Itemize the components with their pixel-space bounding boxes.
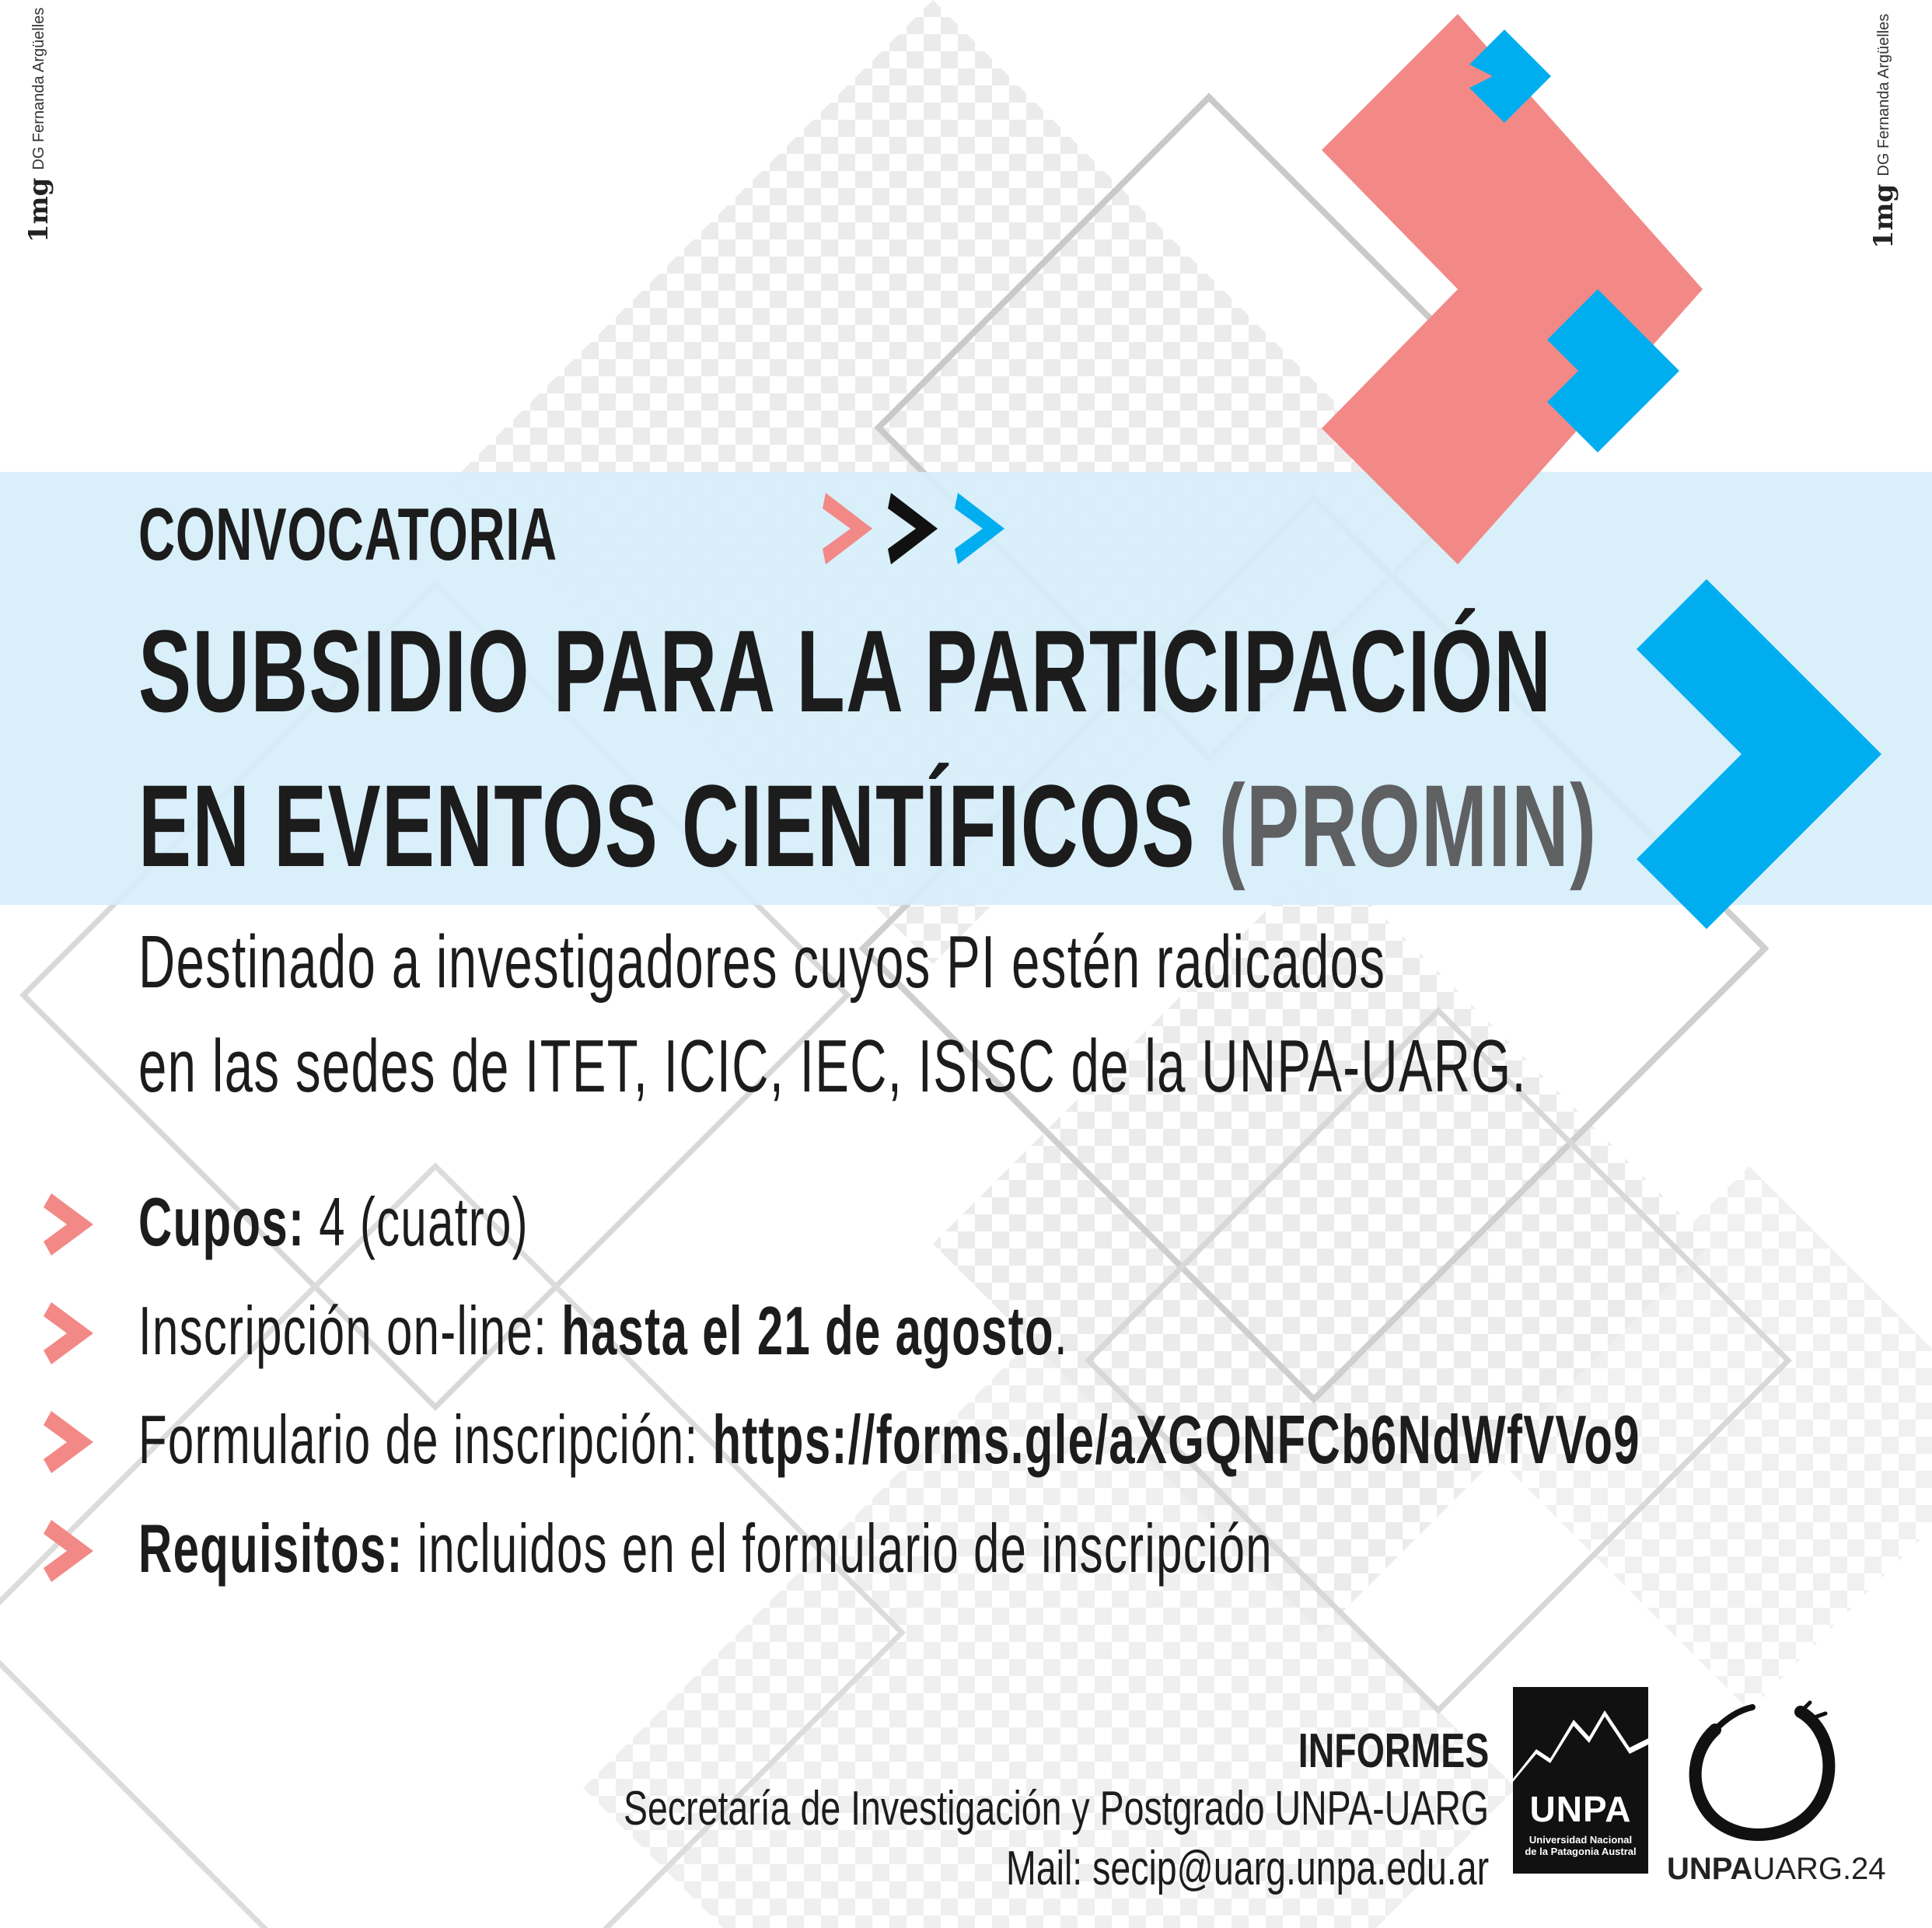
description-line1: Destinado a investigadores cuyos PI estén radicados xyxy=(138,920,1386,1004)
brush-circle-icon xyxy=(1684,1695,1847,1850)
main-title-line1: SUBSIDIO PARA LA PARTICIPACIÓN xyxy=(138,606,1553,736)
designer-credit-right xyxy=(1868,13,1932,280)
info-item-cupos xyxy=(138,1183,529,1260)
bullet-chevron-icon xyxy=(44,1411,93,1473)
unpa-logo-subtitle-line2: de la Patagonia Austral xyxy=(1525,1845,1637,1857)
unpa-logo-subtitle xyxy=(1513,1835,1648,1858)
blue-chevron-large-icon xyxy=(1637,579,1881,929)
main-title-line2 xyxy=(138,760,1598,891)
header-chevron-black-icon xyxy=(888,493,938,564)
info-item-value: 4 (cuatro) xyxy=(319,1183,529,1260)
header-chevron-salmon-icon xyxy=(823,493,872,564)
designer-name: DG Fernanda Argüelles xyxy=(30,7,47,170)
designer-name: DG Fernanda Argüelles xyxy=(1874,13,1892,176)
header-chevron-blue-icon xyxy=(955,493,1004,564)
designer-mark: 1mg xyxy=(23,177,54,243)
main-title-line2-text: EN EVENTOS CIENTÍFICOS xyxy=(138,760,1196,891)
info-item-label: Cupos: xyxy=(138,1183,306,1260)
informes-heading: INFORMES xyxy=(1298,1724,1489,1778)
mountain-icon xyxy=(1513,1687,1648,1788)
unpa-logo-subtitle-line1: Universidad Nacional xyxy=(1528,1834,1633,1846)
program-acronym: (PROMIN) xyxy=(1218,760,1598,891)
info-item-formulario xyxy=(138,1401,1640,1478)
unpauarg24-bold: UNPA xyxy=(1667,1852,1753,1886)
bullet-chevron-icon xyxy=(44,1520,93,1582)
info-item-suffix: . xyxy=(1053,1292,1068,1369)
bullet-chevron-icon xyxy=(44,1193,93,1256)
unpauarg24-logo-text xyxy=(1667,1853,1886,1884)
info-item-value: incluidos en el formulario de inscripción xyxy=(417,1510,1273,1587)
info-item-label: Formulario de inscripción: xyxy=(138,1401,699,1478)
info-item-value: hasta el 21 de agosto xyxy=(561,1292,1054,1369)
kicker-title: CONVOCATORIA xyxy=(138,493,557,576)
info-item-label: Requisitos: xyxy=(138,1510,404,1587)
unpa-logo-word: UNPA xyxy=(1529,1789,1632,1829)
designer-credit-left xyxy=(23,7,258,274)
info-item-requisitos xyxy=(138,1510,1273,1587)
info-item-label: Inscripción on-line: xyxy=(138,1292,548,1369)
designer-mark: 1mg xyxy=(1868,183,1899,249)
form-link[interactable]: https://forms.gle/aXGQNFCb6NdWfVVo9 xyxy=(712,1401,1640,1478)
secretaria-text: Secretaría de Investigación y Postgrado UNPA-UARG xyxy=(623,1782,1489,1835)
info-item-inscripcion xyxy=(138,1292,1068,1369)
bullet-chevron-icon xyxy=(44,1302,93,1364)
contact-email[interactable]: Mail: secip@uarg.unpa.edu.ar xyxy=(1005,1842,1489,1895)
unpauarg24-rest: UARG.24 xyxy=(1752,1852,1886,1886)
description-line2: en las sedes de ITET, ICIC, IEC, ISISC de la UNPA-UARG. xyxy=(138,1025,1527,1108)
